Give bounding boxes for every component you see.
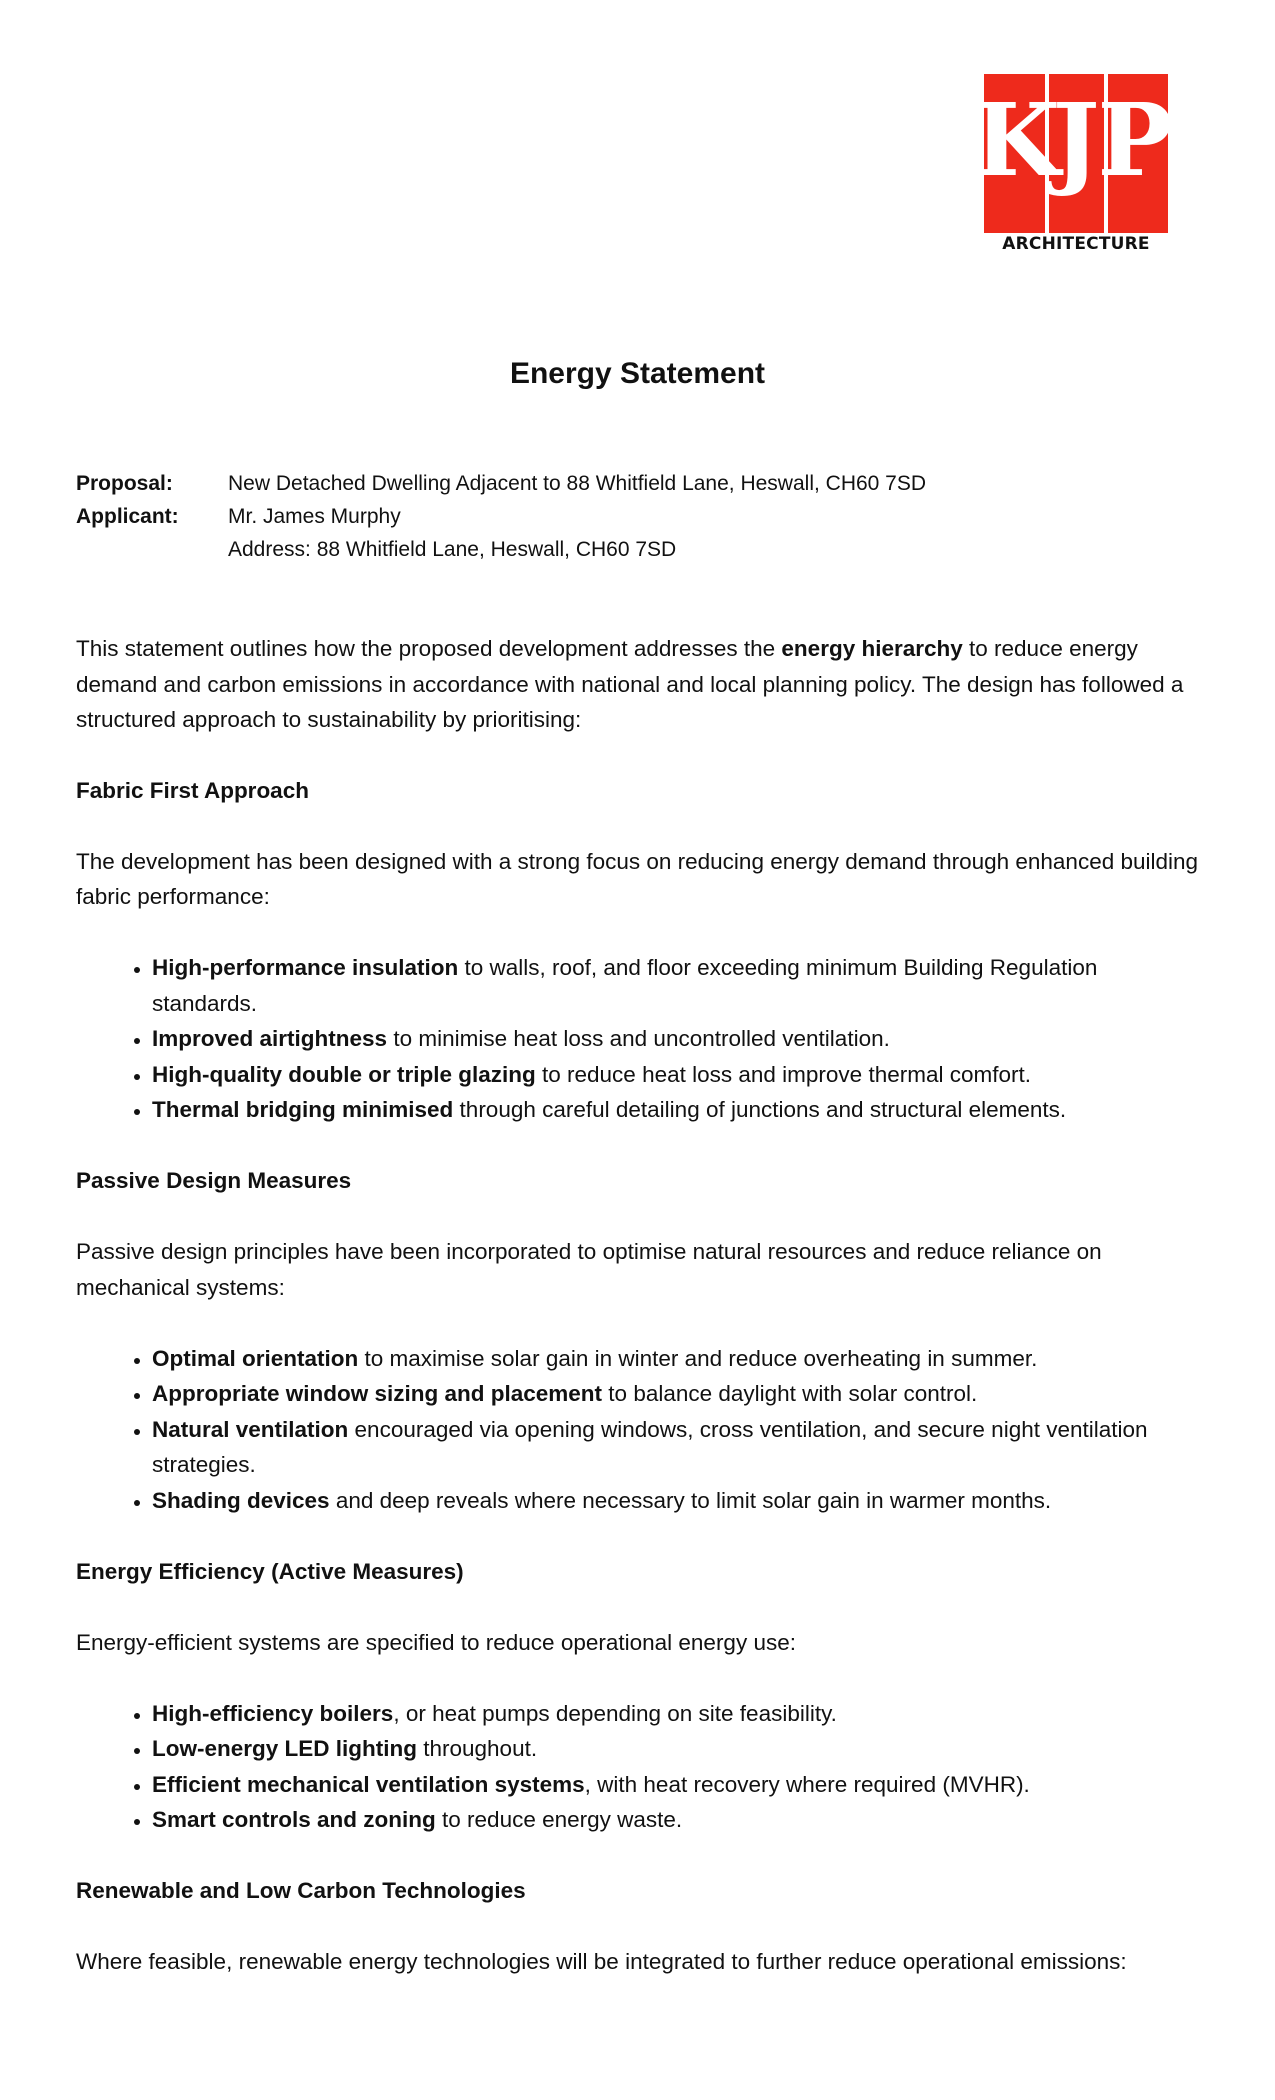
list-item — [152, 1731, 1206, 1767]
list-item-bold: Shading devices — [152, 1487, 330, 1513]
intro-bold-term: energy hierarchy — [781, 636, 963, 661]
list-item-text: , with heat recovery where required (MVHR). — [584, 1771, 1030, 1797]
bullet-list — [76, 1696, 1206, 1838]
list-item — [152, 1412, 1206, 1483]
list-item-text: to reduce energy waste. — [435, 1807, 683, 1832]
list-item-text: to maximise solar gain in winter and reduce overheating in summer. — [358, 1345, 1038, 1371]
logo-letter-j: J — [1052, 80, 1100, 199]
section-heading: Energy Efficiency (Active Measures) — [76, 1558, 464, 1584]
list-item-bold: Smart controls and zoning — [152, 1807, 436, 1832]
section-lead-paragraph: Passive design principles have been incorporated to optimise natural resources and reduce reliance on mechanical systems: — [76, 1239, 1102, 1300]
list-item-bold: High-efficiency boilers — [152, 1700, 394, 1726]
section-heading: Passive Design Measures — [76, 1168, 352, 1193]
kjp-architecture-logo — [973, 74, 1173, 260]
list-item-text: throughout. — [417, 1736, 538, 1761]
logo-wordmark: ARCHITECTURE — [1002, 234, 1150, 254]
list-item — [152, 1057, 1206, 1093]
list-item-text: to walls, roof, and floor exceeding minimum Building Regulation standards. — [152, 955, 1098, 1016]
list-item-bold: Efficient mechanical ventilation systems — [152, 1771, 585, 1797]
bullet-list — [76, 950, 1206, 1128]
list-item-bold: Thermal bridging minimised — [152, 1097, 454, 1122]
list-item-bold: High-performance insulation — [152, 955, 459, 980]
logo-letter-k: K — [973, 80, 1061, 199]
logo-letter-p: P — [1097, 80, 1173, 199]
sections-container — [76, 773, 1206, 1980]
list-item-bold: High-quality double or triple glazing — [152, 1061, 536, 1087]
bullet-list — [76, 1341, 1206, 1519]
list-item — [152, 1376, 1206, 1412]
list-item — [152, 1696, 1206, 1732]
section-heading: Renewable and Low Carbon Technologies — [76, 1878, 526, 1903]
list-item — [152, 950, 1206, 1021]
section-lead-paragraph: The development has been designed with a strong focus on reducing energy demand through enhanced building fabric performance: — [76, 848, 1199, 909]
section-lead-paragraph: Where feasible, renewable energy technologies will be integrated to further reduce operational emissions: — [76, 1949, 1127, 1974]
page-title: Energy Statement — [509, 357, 766, 390]
list-item-bold: Improved airtightness — [152, 1026, 388, 1051]
applicant-label: Applicant: — [76, 505, 179, 528]
list-item-bold: Appropriate window sizing and placement — [152, 1381, 603, 1406]
list-item-text: and deep reveals where necessary to limit solar gain in warmer months. — [329, 1487, 1052, 1513]
list-item-text: to balance daylight with solar control. — [602, 1381, 978, 1406]
logo-red-box — [973, 74, 1173, 233]
proposal-label: Proposal: — [76, 472, 173, 495]
list-item-bold: Optimal orientation — [152, 1345, 359, 1371]
applicant-value: Mr. James Murphy — [228, 505, 401, 528]
list-item-text: encouraged via opening windows, cross ventilation, and secure night ventilation strategies. — [152, 1416, 1148, 1477]
list-item — [152, 1483, 1206, 1519]
section-lead-paragraph: Energy-efficient systems are specified to reduce operational energy use: — [76, 1629, 796, 1655]
applicant-address: Address: 88 Whitfield Lane, Heswall, CH60 7SD — [228, 538, 677, 561]
list-item-text: , or heat pumps depending on site feasibility. — [393, 1700, 837, 1726]
list-item — [152, 1802, 1206, 1838]
proposal-value: New Detached Dwelling Adjacent to 88 Whitfield Lane, Heswall, CH60 7SD — [228, 472, 927, 495]
statement-body — [76, 631, 1206, 2015]
list-item-bold: Low-energy LED lighting — [152, 1736, 417, 1761]
list-item — [152, 1021, 1206, 1057]
proposal-block — [76, 467, 926, 566]
list-item-bold: Natural ventilation — [152, 1416, 349, 1442]
list-item — [152, 1092, 1206, 1128]
section-heading: Fabric First Approach — [76, 777, 309, 803]
list-item-text: through careful detailing of junctions and structural elements. — [453, 1097, 1067, 1122]
list-item-text: to reduce heat loss and improve thermal comfort. — [535, 1061, 1031, 1087]
list-item-text: to minimise heat loss and uncontrolled ventilation. — [387, 1026, 890, 1051]
list-item — [152, 1767, 1206, 1803]
intro-paragraph: This statement outlines how the proposed development addresses the energy hierarchy to reduce energy demand and carbon emissions in accordance with national and local planning policy. The design has followed a structured approach to sustainability by prioritising: — [76, 636, 1184, 732]
list-item — [152, 1341, 1206, 1377]
